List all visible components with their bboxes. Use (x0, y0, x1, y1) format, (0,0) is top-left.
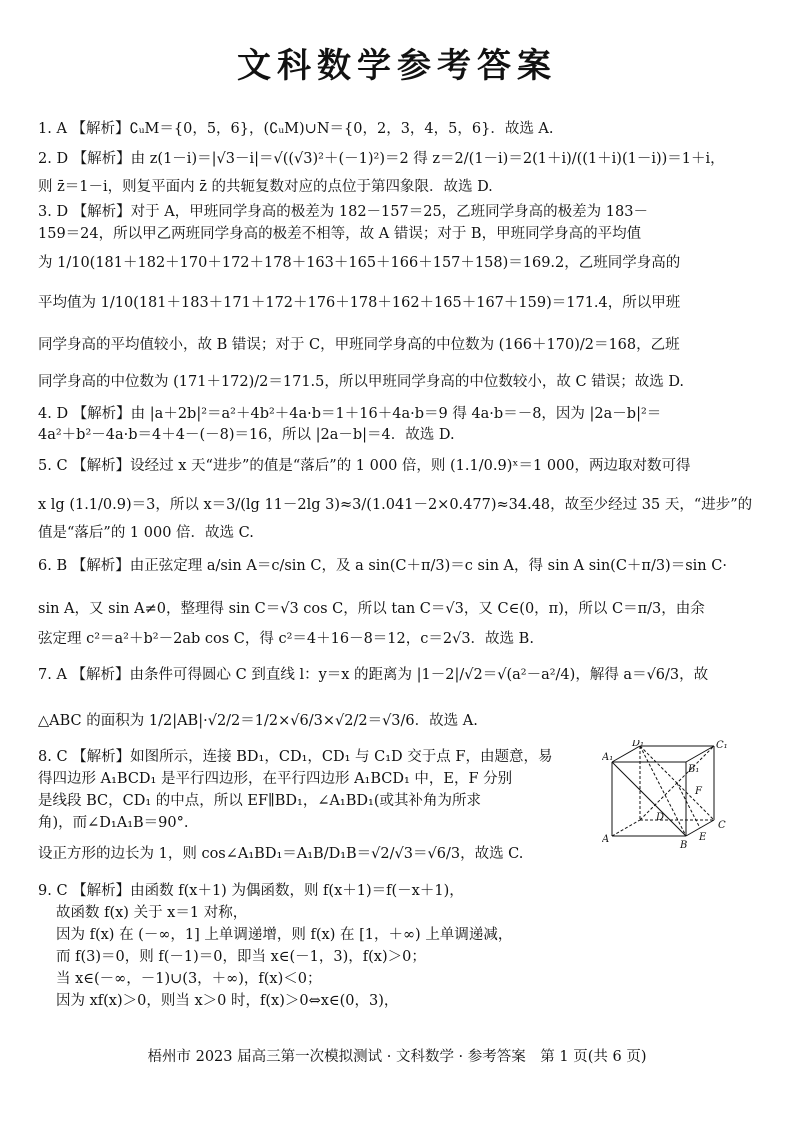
text-line: 平均值为 1/10(181＋183＋171＋172＋176＋178＋162＋165＋167＋159)＝171.4，所以甲班 (38, 295, 681, 311)
text-line: 角)，而∠D₁A₁B＝90°. (38, 815, 189, 831)
text-line: 因为 xf(x)＞0，则当 x＞0 时，f(x)＞0⇔x∈(0，3)， (56, 993, 399, 1009)
text-line: 故函数 f(x) 关于 x＝1 对称， (56, 905, 248, 921)
label-b: B (680, 840, 688, 848)
cube-figure (602, 740, 728, 848)
text-line: 设正方形的边长为 1，则 cos∠A₁BD₁＝A₁B/D₁B＝√2/√3＝√6/3，故选 C. (38, 846, 524, 862)
text-line: 同学身高的平均值较小，故 B 错误；对于 C，甲班同学身高的中位数为 (166＋170)/2＝168，乙班 (38, 337, 680, 353)
label-c1: C₁ (716, 740, 728, 751)
label-a1: A₁ (602, 752, 614, 763)
label-e: E (699, 832, 707, 843)
label-b1: B₁ (688, 764, 700, 775)
text-line: 则 z̄＝1－i，则复平面内 z̄ 的共轭复数对应的点位于第四象限．故选 D. (38, 179, 493, 195)
page-footer: 梧州市 2023 届高三第一次模拟测试 · 文科数学 · 参考答案 第 1 页(共 6 页) (147, 1049, 647, 1065)
label-d: D (656, 812, 665, 823)
label-a: A (602, 834, 610, 845)
text-line: 得四边形 A₁BCD₁ 是平行四边形，在平行四边形 A₁BCD₁ 中，E，F 分别 (38, 771, 513, 787)
text-line: 1. A 【解析】∁ᵤM＝{0，5，6}，(∁ᵤM)∪N＝{0，2，3，4，5，6}．故选 A. (38, 121, 554, 137)
text-line: 5. C 【解析】设经过 x 天“进步”的值是“落后”的 1 000 倍，则 (1.1/0.9)ˣ＝1 000，两边取对数可得 (38, 458, 691, 474)
text-line: 是线段 BC，CD₁ 的中点，所以 EF∥BD₁，∠A₁BD₁(或其补角为所求 (38, 793, 481, 809)
label-f: F (695, 786, 702, 797)
text-line: 因为 f(x) 在 (－∞，1] 上单调递增，则 f(x) 在 [1，＋∞) 上单调递减， (56, 927, 513, 943)
text-line: 值是“落后”的 1 000 倍．故选 C. (38, 525, 254, 541)
text-line: △ABC 的面积为 1/2|AB|·√2/2＝1/2×√6/3×√2/2＝√3/6．故选 A. (38, 713, 478, 729)
text-line: 3. D 【解析】对于 A，甲班同学身高的极差为 182－157＝25，乙班同学身高的极差为 183－ (38, 204, 648, 220)
text-line: x lg (1.1/0.9)＝3，所以 x＝3/(lg 11－2lg 3)≈3/(1.041－2×0.477)≈34.48，故至少经过 35 天，“进步”的 (38, 497, 753, 513)
text-line: 159＝24，所以甲乙两班同学身高的极差不相等，故 A 错误；对于 B，甲班同学身高的平均值 (38, 226, 642, 242)
label-c: C (718, 820, 726, 831)
text-line: 6. B 【解析】由正弦定理 a/sin A＝c/sin C，及 a sin(C＋π/3)＝c sin A，得 sin A sin(C＋π/3)＝sin C· (38, 558, 727, 574)
text-line: 8. C 【解析】如图所示，连接 BD₁，CD₁，CD₁ 与 C₁D 交于点 F，由题意，易 (38, 749, 553, 765)
text-line: 同学身高的中位数为 (171＋172)/2＝171.5，所以甲班同学身高的中位数较小，故 C 错误；故选 D. (38, 374, 685, 390)
text-line: 当 x∈(－∞，－1)∪(3，＋∞)，f(x)＜0； (56, 971, 322, 987)
text-line: 2. D 【解析】由 z(1－i)＝|√3－i|＝√((√3)²＋(－1)²)＝2 得 z＝2/(1－i)＝2(1＋i)/((1＋i)(1－i))＝1＋i， (38, 151, 725, 167)
text-line: 4. D 【解析】由 |a＋2b|²＝a²＋4b²＋4a·b＝1＋16＋4a·b＝9 得 4a·b＝－8，因为 |2a－b|²＝ (38, 406, 662, 422)
text-line: 为 1/10(181＋182＋170＋172＋178＋163＋165＋166＋157＋158)＝169.2，乙班同学身高的 (38, 255, 681, 271)
text-line: sin A，又 sin A≠0，整理得 sin C＝√3 cos C，所以 tan C＝√3，又 C∈(0，π)，所以 C＝π/3，由余 (38, 601, 705, 617)
text-line: 4a²＋b²－4a·b＝4＋4－(－8)＝16，所以 |2a－b|＝4．故选 D. (38, 427, 455, 443)
page-title: 文科数学参考答案 (237, 46, 557, 86)
text-line: 弦定理 c²＝a²＋b²－2ab cos C，得 c²＝4＋16－8＝12，c＝2√3．故选 B. (38, 631, 534, 647)
label-d1: D₁ (632, 740, 645, 749)
text-line: 而 f(3)＝0，则 f(－1)＝0，即当 x∈(－1，3)，f(x)＞0； (56, 949, 426, 965)
text-line: 7. A 【解析】由条件可得圆心 C 到直线 l：y＝x 的距离为 |1－2|/√2＝√(a²－a²/4)，解得 a＝√6/3，故 (38, 667, 709, 683)
text-line: 9. C 【解析】由函数 f(x＋1) 为偶函数，则 f(x＋1)＝f(－x＋1)， (38, 883, 464, 899)
